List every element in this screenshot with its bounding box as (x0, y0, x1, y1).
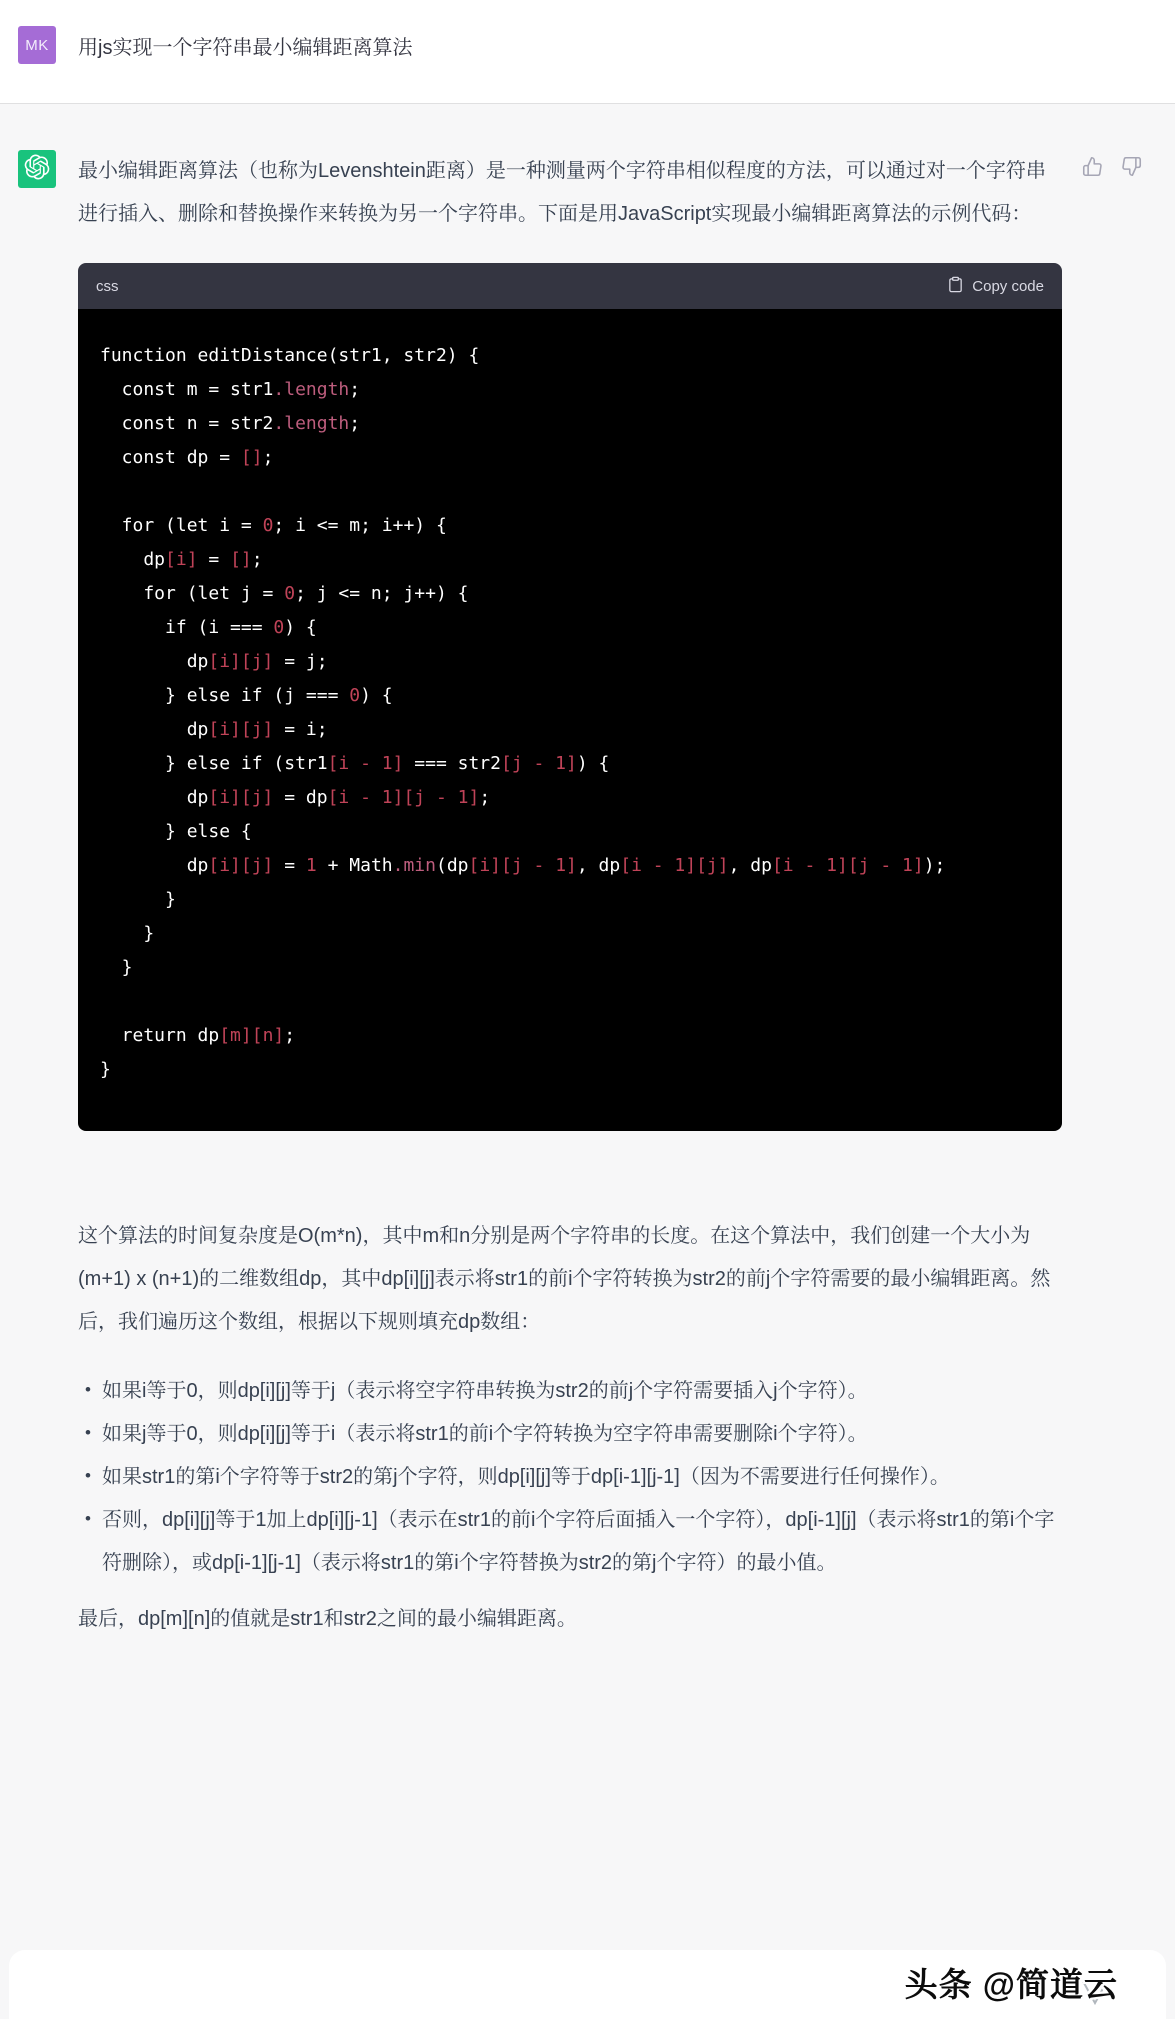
code-line: dp[i] = []; (100, 549, 263, 570)
code-line: } (100, 957, 133, 978)
code-line: } (100, 923, 155, 944)
user-message-text: 用js实现一个字符串最小编辑距离算法 (78, 37, 413, 59)
code-language-label: css (96, 277, 119, 295)
rule-item: • 否则，dp[i][j]等于1加上dp[i][j-1]（表示在str1的前i个字符后面插入一个字符），dp[i-1][j]（表示将str1的第i个字符删除），或dp[i-1][j-1]（表示将str1的第i个字符替换为str2的第j个字符）的最小值。 (102, 1499, 1062, 1585)
copy-code-button[interactable] (947, 276, 1044, 297)
code-line: for (let i = 0; i <= m; i++) { (100, 515, 447, 536)
bottom-input-band (9, 1950, 1166, 2019)
user-avatar-initials: MK (25, 36, 49, 54)
assistant-conclusion: 最后，dp[m][n]的值就是str1和str2之间的最小编辑距离。 (78, 1608, 577, 1630)
code-line: const n = str2.length; (100, 413, 361, 434)
thumbs-down-icon (1121, 165, 1142, 180)
code-line: } else { (100, 821, 252, 842)
user-message-row (0, 0, 1175, 103)
thumbs-down-button[interactable] (1121, 156, 1142, 180)
code-line: dp[i][j] = j; (100, 651, 328, 672)
copy-code-label: Copy code (972, 277, 1044, 295)
assistant-explanation: 这个算法的时间复杂度是O(m*n)，其中m和n分别是两个字符串的长度。在这个算法中，我们创建一个大小为(m+1) x (n+1)的二维数组dp，其中dp[i][j]表示将str1的前i个字符转换为str2的前j个字符需要的最小编辑距离。然后，我们遍历这个数组，根据以下规则填充dp数组： (78, 1225, 1051, 1333)
code-line (100, 985, 1042, 1019)
code-block-header (78, 263, 1062, 309)
code-line: const dp = []; (100, 447, 274, 468)
thumbs-up-button[interactable] (1082, 156, 1103, 180)
code-line: const m = str1.length; (100, 379, 361, 400)
code-line: dp[i][j] = dp[i - 1][j - 1]; (100, 787, 491, 808)
code-line: } else if (j === 0) { (100, 685, 393, 706)
code-line: if (i === 0) { (100, 617, 317, 638)
openai-logo-icon (24, 154, 50, 185)
feedback-buttons (1082, 156, 1142, 180)
code-line: dp[i][j] = i; (100, 719, 328, 740)
code-line: } else if (str1[i - 1] === str2[j - 1]) { (100, 753, 610, 774)
assistant-intro: 最小编辑距离算法（也称为Levenshtein距离）是一种测量两个字符串相似程度的方法，可以通过对一个字符串进行插入、删除和替换操作来转换为另一个字符串。下面是用JavaScript实现最小编辑距离算法的示例代码： (78, 160, 1046, 225)
rules-list (102, 1370, 1062, 1585)
code-line: dp[i][j] = 1 + Math.min(dp[i][j - 1], dp[i - 1][j], dp[i - 1][j - 1]); (100, 855, 946, 876)
code-line: for (let j = 0; j <= n; j++) { (100, 583, 469, 604)
code-line: } (100, 1059, 111, 1080)
assistant-avatar (18, 150, 56, 188)
code-line: function editDistance(str1, str2) { (100, 345, 480, 366)
rule-item: • 如果i等于0，则dp[i][j]等于j（表示将空字符串转换为str2的前j个字符需要插入j个字符）。 (102, 1370, 1062, 1413)
clipboard-icon (947, 276, 964, 297)
thumbs-up-icon (1082, 165, 1103, 180)
rule-item: • 如果str1的第i个字符等于str2的第j个字符，则dp[i][j]等于dp[i-1][j-1]（因为不需要进行任何操作）。 (102, 1456, 1062, 1499)
code-line: } (100, 889, 176, 910)
watermark-text: 头条 @简道云 (904, 1966, 1118, 2003)
user-avatar (18, 26, 56, 64)
code-line (100, 475, 1042, 509)
code-content (78, 309, 1062, 1131)
code-block (78, 263, 1062, 1131)
assistant-message-row (0, 103, 1175, 2019)
rule-item: • 如果j等于0，则dp[i][j]等于i（表示将str1的前i个字符转换为空字符串需要删除i个字符）。 (102, 1413, 1062, 1456)
code-line: return dp[m][n]; (100, 1025, 296, 1046)
